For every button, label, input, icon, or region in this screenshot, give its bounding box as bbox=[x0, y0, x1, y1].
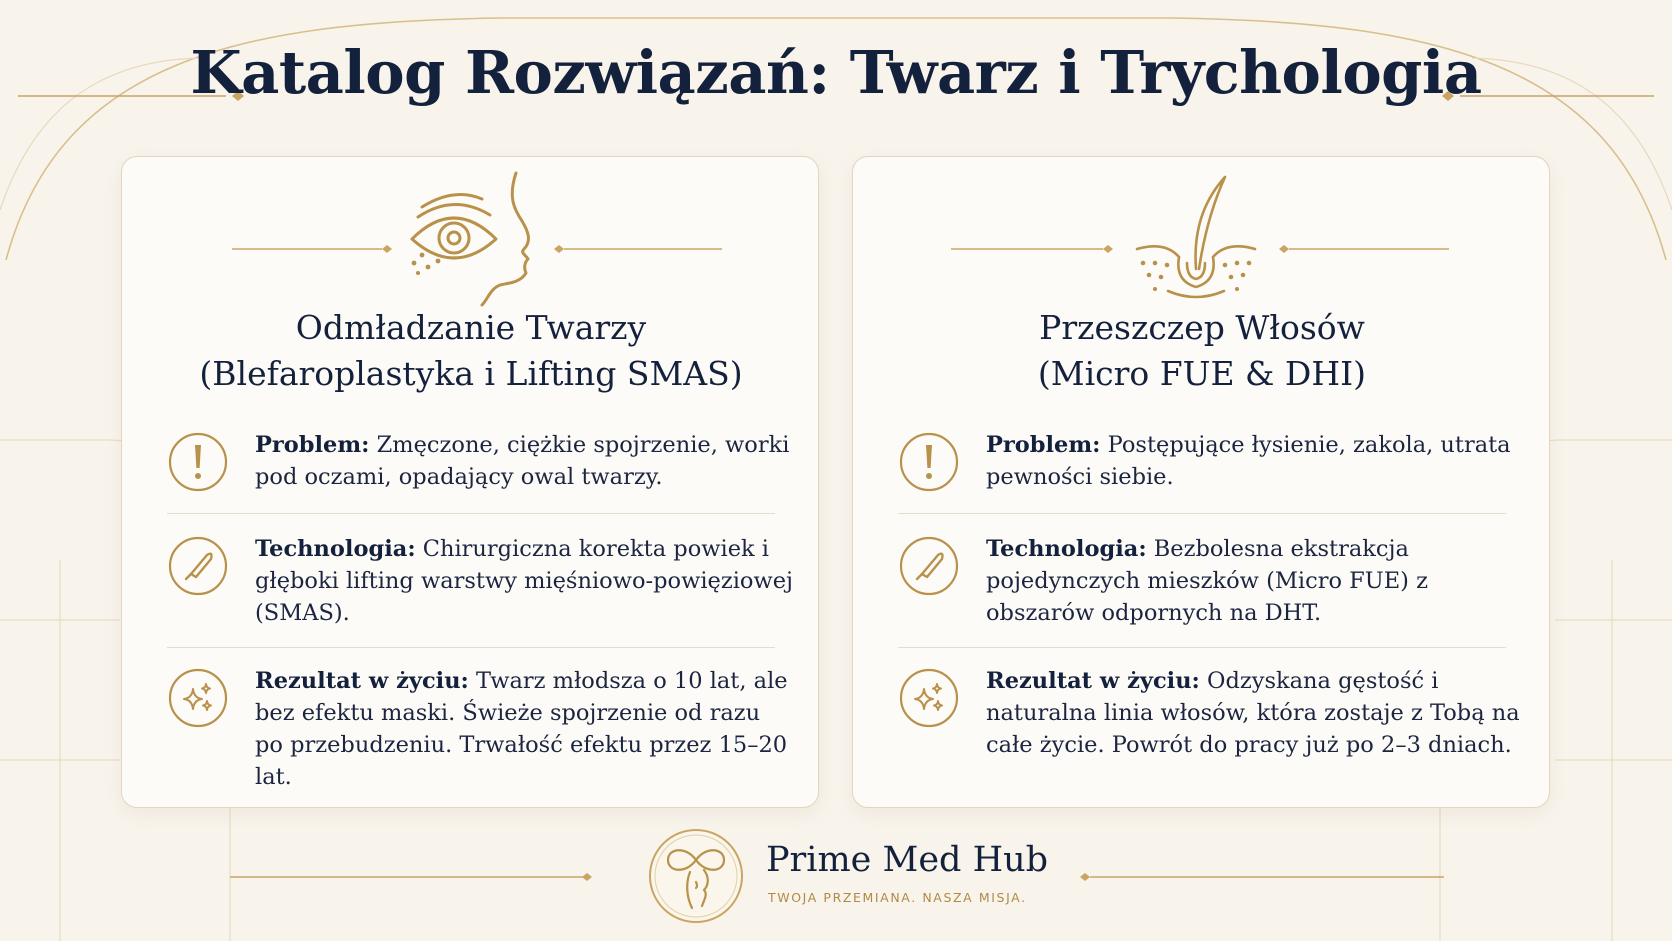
card-title-line2: (Micro FUE & DHI) bbox=[1037, 354, 1367, 393]
infinity-face-logo-icon bbox=[646, 826, 746, 926]
divider bbox=[898, 647, 1506, 648]
scalpel-circle-icon bbox=[898, 535, 960, 597]
technology-text: Chirurgiczna korekta powiek i głęboki lifting warstwy mięśniowo-powięziowej (SMAS). bbox=[255, 536, 793, 626]
divider bbox=[167, 513, 775, 514]
card-title-line1: Odmładzanie Twarzy bbox=[295, 308, 647, 347]
hair-follicle-icon bbox=[853, 169, 1551, 307]
page-title: Katalog Rozwiązań: Twarz i Trychologia bbox=[190, 38, 1482, 107]
result-text: Odzyskana gęstość i naturalna linia włosów, która zostaje z Tobą na całe życie. Powrót do pracy już po 2–3 dniach. bbox=[986, 668, 1520, 758]
card-title-line2: (Blefaroplastyka i Lifting SMAS) bbox=[199, 354, 743, 393]
card-hair-transplant bbox=[852, 156, 1550, 808]
problem-label: Problem: bbox=[986, 432, 1101, 458]
result-label: Rezultat w życiu: bbox=[986, 668, 1200, 694]
technology-label: Technologia: bbox=[255, 536, 416, 562]
sparkles-circle-icon bbox=[898, 667, 960, 729]
exclamation-circle-icon bbox=[167, 431, 229, 493]
eye-face-profile-icon bbox=[122, 169, 820, 307]
divider bbox=[898, 513, 1506, 514]
card-title bbox=[853, 305, 1551, 397]
brand-name: Prime Med Hub bbox=[766, 840, 1049, 880]
sparkles-circle-icon bbox=[167, 667, 229, 729]
card-title bbox=[122, 305, 820, 397]
technology-label: Technologia: bbox=[986, 536, 1147, 562]
problem-text: Zmęczone, ciężkie spojrzenie, worki pod oczami, opadający owal twarzy. bbox=[255, 432, 790, 490]
technology-text: Bezbolesna ekstrakcja pojedynczych mieszków (Micro FUE) z obszarów odpornych na DHT. bbox=[986, 536, 1428, 626]
card-title-line1: Przeszczep Włosów bbox=[1039, 308, 1365, 347]
exclamation-circle-icon bbox=[898, 431, 960, 493]
scalpel-circle-icon bbox=[167, 535, 229, 597]
brand-tagline: TWOJA PRZEMIANA. NASZA MISJA. bbox=[768, 890, 1027, 905]
result-label: Rezultat w życiu: bbox=[255, 668, 469, 694]
card-face-rejuvenation bbox=[121, 156, 819, 808]
divider bbox=[167, 647, 775, 648]
problem-label: Problem: bbox=[255, 432, 370, 458]
result-text: Twarz młodsza o 10 lat, ale bez efektu maski. Świeże spojrzenie od razu po przebudzeniu. Trwałość efektu przez 15–20 lat. bbox=[255, 668, 788, 790]
problem-text: Postępujące łysienie, zakola, utrata pewności siebie. bbox=[986, 432, 1511, 490]
